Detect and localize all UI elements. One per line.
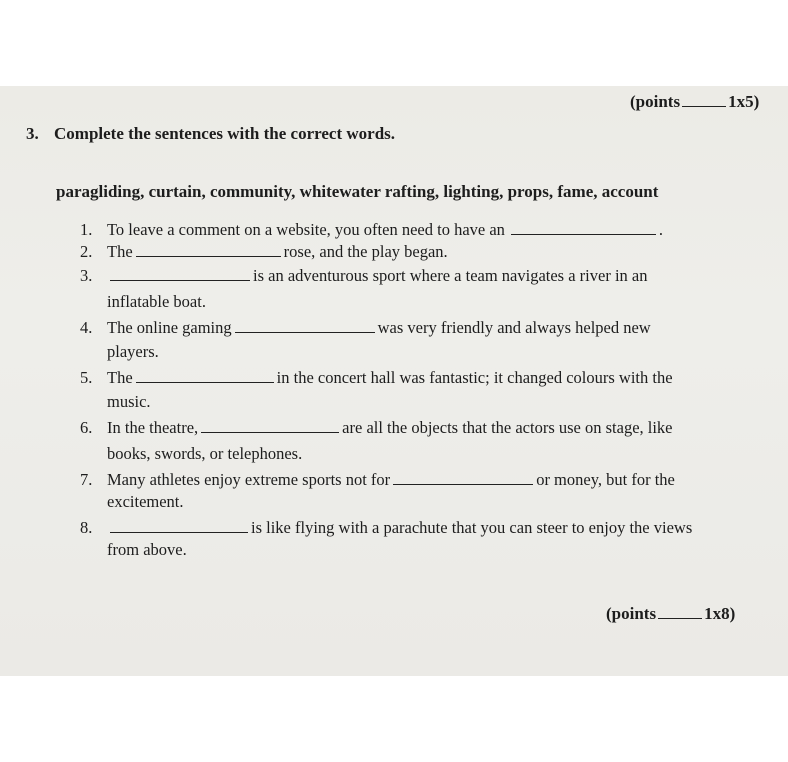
item-number: 8. — [80, 518, 93, 537]
answer-blank — [136, 381, 274, 383]
exercise-item-6 — [80, 418, 673, 438]
item-text-end: or money, but for the — [536, 470, 675, 489]
answer-blank — [110, 279, 250, 281]
points-suffix: 1x8) — [704, 604, 736, 623]
exercise-item-1 — [80, 220, 663, 240]
item-number: 6. — [80, 418, 93, 437]
exercise-item-3 — [80, 266, 648, 286]
item-number: 1. — [80, 220, 93, 239]
points-footer — [606, 604, 735, 624]
item-text: is like flying with a parachute that you can steer to enjoy the views — [251, 518, 693, 537]
points-prefix: (points — [606, 604, 657, 623]
points-header — [630, 92, 759, 112]
answer-blank — [393, 483, 533, 485]
points-blank — [682, 105, 726, 107]
item-text-end: . — [658, 220, 664, 239]
item-number: 5. — [80, 368, 93, 387]
item-text: The — [107, 368, 133, 387]
exercise-item-7 — [80, 470, 675, 490]
item-text: Many athletes enjoy extreme sports not for — [107, 470, 391, 489]
points-prefix: (points — [630, 92, 681, 111]
answer-blank — [201, 431, 339, 433]
points-suffix: 1x5) — [728, 92, 760, 111]
answer-blank — [110, 531, 248, 533]
exercise-item-6-continuation: books, swords, or telephones. — [107, 444, 303, 463]
task-instruction: Complete the sentences with the correct words. — [54, 124, 396, 143]
exercise-item-7-continuation: excitement. — [107, 492, 184, 511]
exercise-item-4 — [80, 318, 651, 338]
item-text: To leave a comment on a website, you often need to have an — [107, 220, 505, 239]
exercise-item-5-continuation: music. — [107, 392, 151, 411]
answer-blank — [136, 255, 281, 257]
item-text-end: are all the objects that the actors use on stage, like — [342, 418, 673, 437]
item-number: 2. — [80, 242, 93, 261]
word-bank: paragliding, curtain, community, whitewater rafting, lighting, props, fame, account — [56, 182, 659, 201]
item-number: 3. — [80, 266, 93, 285]
exercise-item-3-continuation: inflatable boat. — [107, 292, 206, 311]
task-title — [26, 124, 395, 144]
item-text-end: was very friendly and always helped new — [377, 318, 651, 337]
item-text-end: rose, and the play began. — [283, 242, 448, 261]
worksheet-page — [0, 86, 788, 676]
answer-blank — [235, 331, 375, 333]
item-number: 4. — [80, 318, 93, 337]
exercise-item-8-continuation: from above. — [107, 540, 187, 559]
item-text: The online gaming — [107, 318, 232, 337]
exercise-item-2 — [80, 242, 448, 262]
item-text: is an adventurous sport where a team navigates a river in an — [253, 266, 648, 285]
item-text-end: in the concert hall was fantastic; it changed colours with the — [276, 368, 673, 387]
item-number: 7. — [80, 470, 93, 489]
exercise-item-8 — [80, 518, 692, 538]
task-number: 3. — [26, 124, 39, 143]
answer-blank — [511, 233, 656, 235]
exercise-item-4-continuation: players. — [107, 342, 159, 361]
exercise-item-5 — [80, 368, 673, 388]
item-text: The — [107, 242, 133, 261]
points-blank — [658, 617, 702, 619]
item-text: In the theatre, — [107, 418, 199, 437]
